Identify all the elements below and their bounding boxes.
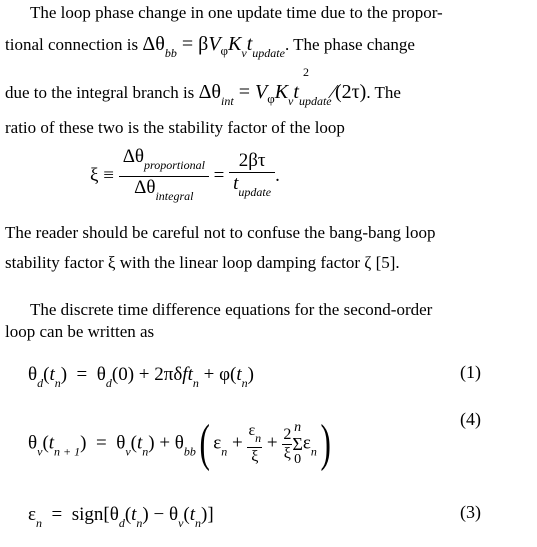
equation-3-number: (3) [460,502,481,522]
paragraph3-line1: The discrete time difference equations for the second-order [30,300,433,319]
inline-math-dtheta-bb: $\Delta\theta_{bb} = \beta V_\varphi K_vt_{update}$ [142,33,285,60]
inline-math-dtheta-int: $\Delta\theta_{int} = V_\varphi K_vt$ 2 $_{update}$⁄(2τ) [198,65,367,108]
paragraph3-line2: loop can be written as [5,322,155,341]
paragraph1-line4: ratio of these two is the stability factor of the loop [5,118,345,137]
paragraph2-line1: The reader should be careful not to confuse the bang-bang loop [5,223,436,242]
paragraph2-line2: stability factor ξ with the linear loop damping factor ζ [5]. [5,253,400,272]
fraction-proportional-over-integral: $\frac{\Delta\theta_{proportional}}{\Delta\theta_{integral}}$ [119,146,209,207]
equation-3: $\varepsilon_n$ = $sign[\theta_d(t_n) - \theta_v(t_n)]$ [28,504,214,530]
paragraph1-line3: due to the integral branch is $\Delta\theta_{int} = V_\varphi K_vt$ 2 $_{update}$⁄(2τ). The [5,65,401,108]
stability-factor-equation: ξ ≡ $\frac{\Delta\theta_{proportional}}{\Delta\theta_{integral}}$ = $\frac{2\beta\tau}{t_{update}}$ . [90,146,280,207]
paragraph1-line1: The loop phase change in one update time due to the propor- [30,3,443,22]
paragraph1-line2: tional connection is $\Delta\theta_{bb} = \beta V_\varphi K_vt_{update}$. The phase change [5,33,415,60]
equation-2-number: (4) [460,409,481,429]
equation-2: $\theta_v(t_{n + 1}) = \theta_v(t_n) + \theta_{bb}$( $\varepsilon_n$ + $\frac{\varepsilon_n}{\xi}$ + $\frac{2}{\xi}$ n Σ 0 $\varepsilon_n$) [28,415,331,472]
equation-1: $\theta_d(t_n) = \theta_d(0) + 2\pi\delta ft_n + \varphi(t_n)$ [28,364,254,390]
fraction-2beta-tau-over-tupdate: $\frac{2\beta\tau}{t_{update}}$ [229,150,275,203]
equation-1-number: (1) [460,362,481,382]
